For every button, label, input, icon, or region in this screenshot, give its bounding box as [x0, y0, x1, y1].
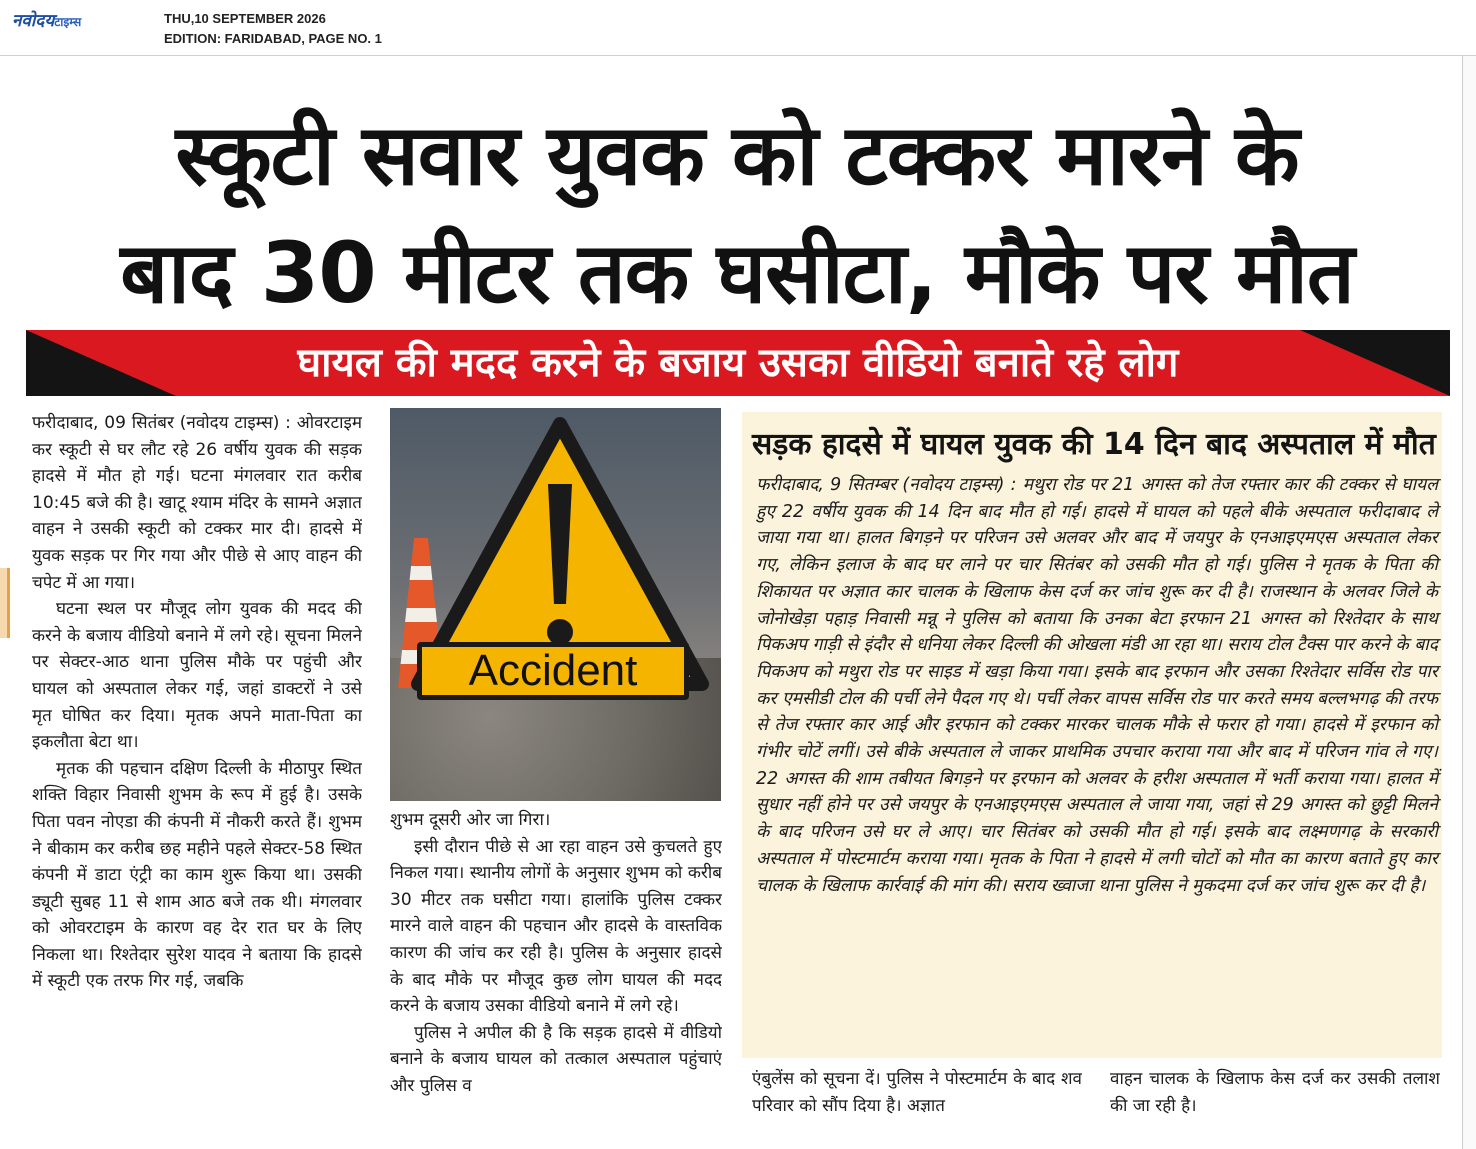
- subheadline: घायल की मदद करने के बजाय उसका वीडियो बनाते रहे लोग: [297, 340, 1179, 386]
- main-headline: [22, 96, 1452, 332]
- accident-sign-text: Accident: [468, 646, 638, 695]
- accident-photo: [390, 408, 721, 801]
- newspaper-logo[interactable]: [12, 8, 81, 31]
- article-column-3: [752, 1066, 1082, 1149]
- article-column-4: [1110, 1066, 1440, 1149]
- side-story-body: फरीदाबाद, 9 सितम्बर (नवोदय टाइम्स) : मथुरा रोड पर 21 अगस्त को तेज रफ्तार कार की टक्कर से घायल हुए 22 वर्षीय युवक की 14 दिन बाद मौत हो गई। हादसे में घायल को पहले बीके अस्पताल फरीदाबाद ले जाया गया था। हालत बिगड़ने पर परिजन उसे अलवर और बाद में जयपुर के एनआइएमएस अस्पताल लेकर गए, लेकिन इलाज के बाद घर लाने पर चार सितंबर को उसकी मौत हो गई। पुलिस ने मृतक के पिता की शिकायत पर अज्ञात कार चालक के खिलाफ केस दर्ज कर जांच शुरू कर दी है। राजस्थान के अलवर जिले के जोनोखेड़ा पहाड़ निवासी मन्नू ने पुलिस को बताया कि उनका बेटा इरफान 21 अगस्त को रिश्तेदार के साथ पिकअप गाड़ी से इंदौर से धनिया लेकर दिल्ली की ओखला मंडी आ रहा था। सराय टोल टैक्स पार करने के बाद पिकअप को मथुरा रोड पर साइड में खड़ा किया गया। इसके बाद इरफान और उसका रिश्तेदार सर्विस रोड पार कर एमसीडी टोल की पर्ची लेने पैदल गए थे। पर्ची लेकर वापस सर्विस रोड पार करते समय बल्लभगढ़ की तरफ से तेज रफ्तार कार आई और इरफान को टक्कर मारकर चालक मौके से फरार हो गया। हादसे में इरफान को गंभीर चोटें लगीं। उसे बीके अस्पताल ले जाकर प्राथमिक उपचार कराया गया और बाद में परिजन गांव ले गए। 22 अगस्त की शाम तबीयत बिगड़ने पर इरफान को अलवर के हरीश अस्पताल में भर्ती कराया गया। हालत में सुधार नहीं होने पर उसे जयपुर के एनआइएमएस अस्पताल ले जाया गया, जहां से 29 अगस्त को छुट्टी मिलने के बाद परिजन उसे घर ले आए। चार सितंबर को उसकी मौत हो गई। इसके बाद लक्ष्मणगढ़ के सरकारी अस्पताल में पोस्टमार्टम कराया गया। मृतक के पिता ने हादसे में लगी चोटों को मौत का कारण बताते हुए कार चालक के खिलाफ कार्रवाई की मांग की। सराय ख्वाजा थाना पुलिस ने मुकदमा दर्ज कर जांच शुरू कर दी है।: [756, 475, 1438, 896]
- logo-sub-text: टाइम्स: [54, 15, 82, 29]
- subheadline-banner: [26, 330, 1450, 396]
- edition-date: THU,10 SEPTEMBER 2026: [164, 11, 326, 26]
- side-story-title: सड़क हादसे में घायल युवक की 14 दिन बाद अस्पताल में मौत: [752, 427, 1436, 462]
- article-paragraph: फरीदाबाद, 09 सितंबर (नवोदय टाइम्स) : ओवरटाइम कर स्कूटी से घर लौट रहे 26 वर्षीय युवक की सड़क हादसे में मौत हो गई। घटना मंगलवार रात करीब 10:45 बजे की है। खाटू श्याम मंदिर के सामने अज्ञात वाहन ने उसकी स्कूटी को टक्कर मार दी। हादसे में युवक सड़क पर गिर गया और पीछे से आए वाहन की चपेट में आ गया।: [32, 413, 362, 593]
- article-paragraph: इसी दौरान पीछे से आ रहा वाहन उसे कुचलते हुए निकल गया। स्थानीय लोगों के अनुसार शुभम को करीब 30 मीटर तक घसीटा गया। हालांकि पुलिस टक्कर मारने वाले वाहन की पहचान और हादसे के वास्तविक कारण की जांच कर रही है। पुलिस के अनुसार हादसे के बाद मौके पर मौजूद कुछ लोग घायल की मदद करने के बजाय उसका वीडियो बनाने में लगे रहे।: [390, 836, 722, 1017]
- left-edge-marker: [0, 568, 10, 638]
- epaper-top-bar: [0, 0, 1476, 56]
- logo-main-text: नवोदय: [12, 11, 55, 31]
- article-column-2: [390, 807, 722, 1149]
- headline-line-2: बाद 30 मीटर तक घसीटा, मौके पर मौत: [120, 224, 1354, 322]
- article-column-1: [32, 410, 362, 1149]
- edition-page: EDITION: FARIDABAD, PAGE NO. 1: [164, 31, 382, 46]
- adjacent-page-edge: [1462, 56, 1476, 1149]
- article-paragraph: एंबुलेंस को सूचना दें। पुलिस ने पोस्टमार्टम के बाद शव परिवार को सौंप दिया है। अज्ञात: [752, 1069, 1082, 1116]
- edition-info: [164, 9, 382, 49]
- side-story-box: [742, 412, 1442, 1058]
- article-paragraph: पुलिस ने अपील की है कि सड़क हादसे में वीडियो बनाने के बजाय घायल को तत्काल अस्पताल पहुंचाएं और पुलिस व: [390, 1022, 722, 1096]
- article-paragraph: मृतक की पहचान दक्षिण दिल्ली के मीठापुर स्थित शक्ति विहार निवासी शुभम के रूप में हुई है। उसके पिता पवन नोएडा की कंपनी में नौकरी करते हैं। शुभम ने बीकाम कर करीब छह महीने पहले सेक्टर-58 स्थित कंपनी में डाटा एंट्री का काम शुरू किया था। उसकी ड्यूटी सुबह 11 से शाम आठ बजे तक थी। मंगलवार को ओवरटाइम के कारण वह देर रात घर के लिए निकला था। रिश्तेदार सुरेश यादव ने बताया कि हादसे में स्कूटी एक तरफ गिर गई, जबकि: [32, 758, 362, 992]
- newspaper-page: [0, 56, 1476, 1149]
- headline-line-1: स्कूटी सवार युवक को टक्कर मारने के: [175, 106, 1299, 204]
- article-paragraph: शुभम दूसरी ओर जा गिरा।: [390, 810, 551, 830]
- article-paragraph: घटना स्थल पर मौजूद लोग युवक की मदद की करने के बजाय वीडियो बनाने में लगे रहे। सूचना मिलने पर सेक्टर-आठ थाना पुलिस मौके पर पहुंची और घायल को अस्पताल लेकर गई, जहां डाक्टरों ने उसे मृत घोषित कर दिया। मृतक अपने माता-पिता का इकलौता बेटा था।: [32, 599, 362, 753]
- article-paragraph: वाहन चालक के खिलाफ केस दर्ज कर उसकी तलाश की जा रही है।: [1110, 1069, 1440, 1116]
- accident-plate: [417, 642, 689, 700]
